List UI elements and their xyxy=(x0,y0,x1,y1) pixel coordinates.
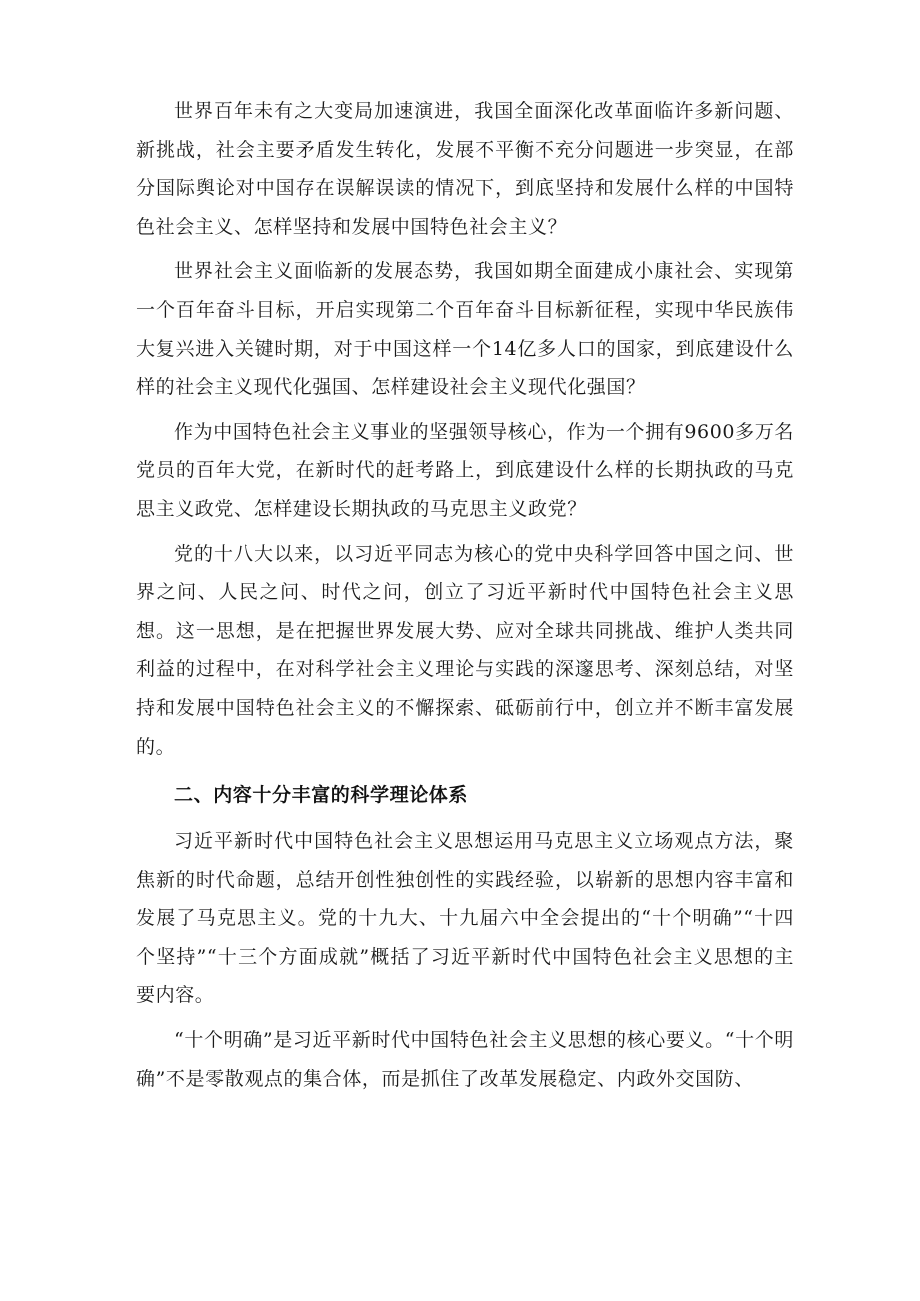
section-heading: 二、内容十分丰富的科学理论体系 xyxy=(174,784,469,807)
paragraph-eighteenth-congress: 党的十八大以来，以习近平同志为核心的党中央科学回答中国之问、世界之问、人民之问、时代之问，创立了习近平新时代中国特色社会主义思想。这一思想，是在把握世界发展大势、应对全球共同挑战、维护人类共同利益的过程中，在对科学社会主义理论与实践的深邃思考、深刻总结，对坚持和发展中国特色社会主义的不懈探索、砥砺前行中，创立并不断丰富发展的。 xyxy=(136,542,794,758)
paragraph-theory-content: 习近平新时代中国特色社会主义思想运用马克思主义立场观点方法，聚焦新的时代命题，总结开创性独创性的实践经验，以崭新的思想内容丰富和发展了马克思主义。党的十九大、十九届六中全会提出的“十个明确”“十四个坚持”“十三个方面成就”概括了习近平新时代中国特色社会主义思想的主要内容。 xyxy=(136,830,794,1007)
paragraph-world-changes: 世界百年未有之大变局加速演进，我国全面深化改革面临许多新问题、新挑战，社会主要矛盾发生转化，发展不平衡不充分问题进一步突显，在部分国际舆论对中国存在误解误读的情况下，到底坚持和发展什么样的中国特色社会主义、怎样坚持和发展中国特色社会主义？ xyxy=(136,100,794,238)
paragraph-party-leadership: 作为中国特色社会主义事业的坚强领导核心，作为一个拥有9600多万名党员的百年大党，在新时代的赶考路上，到底建设什么样的长期执政的马克思主义政党、怎样建设长期执政的马克思主义政党？ xyxy=(136,420,794,520)
paragraph-socialism-trend: 世界社会主义面临新的发展态势，我国如期全面建成小康社会、实现第一个百年奋斗目标，开启实现第二个百年奋斗目标新征程，实现中华民族伟大复兴进入关键时期，对于中国这样一个14亿多人口的国家，到底建设什么样的社会主义现代化强国、怎样建设社会主义现代化强国？ xyxy=(136,260,794,399)
paragraph-ten-clarifications: “十个明确”是习近平新时代中国特色社会主义思想的核心要义。“十个明确”不是零散观点的集合体，而是抓住了改革发展稳定、内政外交国防、 xyxy=(136,1029,794,1090)
